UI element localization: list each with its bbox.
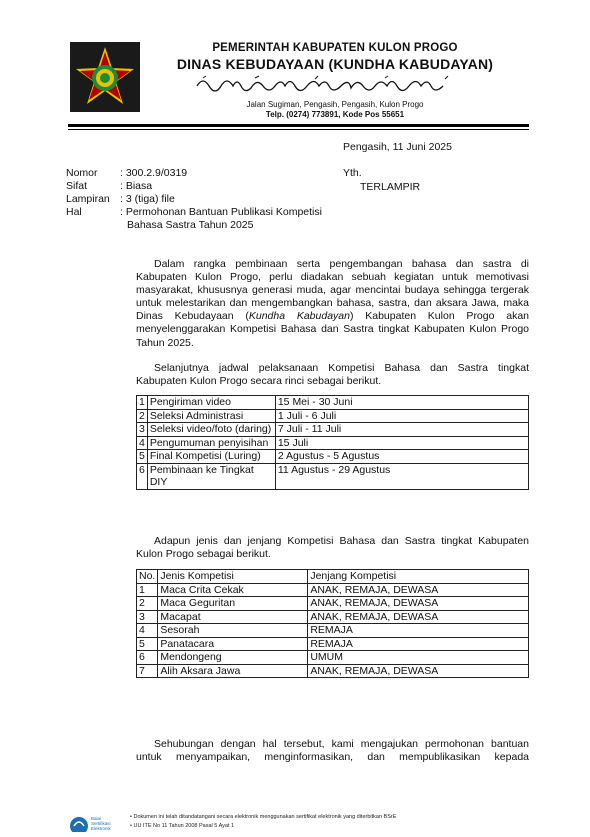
bsre-logo <box>70 810 118 832</box>
para2-line1: Selanjutnya jadwal pelaksanaan Kompetisi Bahasa dan Sastra tingkat <box>154 362 529 374</box>
competition-row <box>137 610 529 624</box>
competition-type-cell: Mendongeng <box>158 651 308 665</box>
competition-type-cell: Panatacara <box>158 637 308 651</box>
schedule-no-cell: 2 <box>137 409 148 423</box>
hal-value-cont: Bahasa Sastra Tahun 2025 <box>127 219 254 231</box>
schedule-table <box>136 395 529 490</box>
bsre-logo-text-1: Balai <box>91 816 102 821</box>
schedule-activity-cell: Seleksi Administrasi <box>147 409 275 423</box>
para1-line5-italic: Kundha Kabudayan <box>248 310 350 323</box>
para1-line7: Tahun 2025. <box>136 336 194 349</box>
schedule-activity-cell: Seleksi video/foto (daring) <box>147 423 275 437</box>
para1-line5 <box>136 310 529 323</box>
para1-line5-a: Dinas Kebudayaan ( <box>136 310 249 323</box>
para4-line1: Sehubungan dengan hal tersebut, kami mengajukan permohonan bantuan <box>154 738 529 750</box>
footer-note-1: • Dokumen ini telah ditandatangani secara elektronik menggunakan sertifikat elektronik yang diterbitkan BSrE <box>130 814 397 820</box>
schedule-activity-cell: Pembinaan ke Tingkat DIY <box>147 463 275 489</box>
schedule-activity-cell: Pengiriman video <box>147 396 275 410</box>
letterhead-department: DINAS KEBUDAYAAN (KUNDHA KABUDAYAN) <box>176 56 494 72</box>
schedule-row <box>137 463 529 489</box>
schedule-no-cell: 6 <box>137 463 148 489</box>
lampiran-value: : 3 (tiga) file <box>120 193 175 205</box>
javanese-script-image <box>195 74 475 94</box>
competition-no-cell: 7 <box>137 664 158 678</box>
para3-line2: Kulon Progo sebagai berikut. <box>136 548 271 561</box>
header-type: Jenis Kompetisi <box>158 570 308 584</box>
bsre-logo-text-2: Sertifikasi <box>91 821 111 826</box>
competition-level-cell: UMUM <box>308 651 529 665</box>
footer-note-2: • UU ITE No 11 Tahun 2008 Pasal 5 Ayat 1 <box>130 823 235 829</box>
regency-emblem-icon <box>70 42 140 112</box>
competition-no-cell: 4 <box>137 624 158 638</box>
schedule-date-cell: 15 Juli <box>275 436 528 450</box>
competition-level-cell: REMAJA <box>308 637 529 651</box>
lampiran-label: Lampiran <box>66 193 110 205</box>
header-no: No. <box>137 570 158 584</box>
para1-line2: Kabupaten Kulon Progo, perlu diadakan sebuah kegiatan untuk memotivasi <box>136 271 529 284</box>
competition-no-cell: 2 <box>137 597 158 611</box>
competition-type-cell: Alih Aksara Jawa <box>158 664 308 678</box>
sifat-value: : Biasa <box>120 180 153 192</box>
competition-level-cell: ANAK, REMAJA, DEWASA <box>308 664 529 678</box>
para1-line4: untuk melestarikan dan mengembangkan bahasa, sastra, dan aksara Jawa, maka <box>136 297 529 310</box>
schedule-date-cell: 11 Agustus - 29 Agustus <box>275 463 528 489</box>
schedule-activity-cell: Pengumuman penyisihan <box>147 436 275 450</box>
competition-level-cell: ANAK, REMAJA, DEWASA <box>308 610 529 624</box>
letterhead-address: Jalan Sugiman, Pengasih, Pengasih, Kulon Progo <box>246 100 424 109</box>
competition-type-cell: Sesorah <box>158 624 308 638</box>
paragraph-schedule-intro <box>136 362 529 388</box>
hal-value: : Permohonan Bantuan Publikasi Kompetisi <box>120 206 322 218</box>
letterhead-rule-thin <box>68 129 529 130</box>
sifat-label: Sifat <box>66 180 88 192</box>
footer-note-2-text: UU ITE No 11 Tahun 2008 Pasal 5 Ayat 1 <box>133 823 235 829</box>
competition-no-cell: 1 <box>137 583 158 597</box>
schedule-date-cell: 7 Juli - 11 Juli <box>275 423 528 437</box>
schedule-no-cell: 4 <box>137 436 148 450</box>
competition-row <box>137 583 529 597</box>
competition-no-cell: 5 <box>137 637 158 651</box>
schedule-date-cell: 2 Agustus - 5 Agustus <box>275 450 528 464</box>
recipient-terlampir: TERLAMPIR <box>360 181 421 193</box>
paragraph-request <box>136 738 529 764</box>
competition-level-cell: ANAK, REMAJA, DEWASA <box>308 597 529 611</box>
recipient-yth: Yth. <box>343 167 362 179</box>
schedule-activity-cell: Final Kompetisi (Luring) <box>147 450 275 464</box>
letterhead-rule-thick <box>68 124 529 127</box>
schedule-date-cell: 1 Juli - 6 Juli <box>275 409 528 423</box>
competition-type-cell: Maca Crita Cekak <box>158 583 308 597</box>
competition-row <box>137 597 529 611</box>
nomor-label: Nomor <box>66 167 98 179</box>
competition-row <box>137 637 529 651</box>
schedule-no-cell: 5 <box>137 450 148 464</box>
letterhead-government: PEMERINTAH KABUPATEN KULON PROGO <box>212 42 458 54</box>
competition-no-cell: 6 <box>137 651 158 665</box>
competition-table <box>136 569 529 678</box>
hal-label: Hal <box>66 206 82 218</box>
schedule-row <box>137 396 529 410</box>
competition-header-row <box>137 570 529 584</box>
schedule-row <box>137 450 529 464</box>
para2-line2: Kabupaten Kulon Progo secara rinci sebagai berikut. <box>136 375 382 388</box>
bsre-logo-text-3: Elektronik <box>91 826 111 831</box>
competition-row <box>137 664 529 678</box>
para1-line5-b: ) Kabupaten Kulon Progo akan <box>349 310 529 323</box>
competition-level-cell: ANAK, REMAJA, DEWASA <box>308 583 529 597</box>
schedule-row <box>137 423 529 437</box>
nomor-value: : 300.2.9/0319 <box>120 167 188 179</box>
competition-row <box>137 651 529 665</box>
schedule-row <box>137 409 529 423</box>
letter-date: Pengasih, 11 Juni 2025 <box>343 141 452 153</box>
schedule-row <box>137 436 529 450</box>
paragraph-intro <box>136 258 529 350</box>
paragraph-competition-intro <box>136 535 529 561</box>
schedule-no-cell: 3 <box>137 423 148 437</box>
para1-line1: Dalam rangka pembinaan serta pengembangan bahasa dan sastra di <box>154 258 529 270</box>
header-level: Jenjang Kompetisi <box>308 570 529 584</box>
schedule-no-cell: 1 <box>137 396 148 410</box>
para3-line1: Adapun jenis dan jenjang Kompetisi Bahasa dan Sastra tingkat Kabupaten <box>154 535 529 547</box>
competition-row <box>137 624 529 638</box>
para4-line2: untuk menyampaikan, menginformasikan, dan mempublikasikan kepada <box>136 751 529 764</box>
competition-type-cell: Macapat <box>158 610 308 624</box>
competition-no-cell: 3 <box>137 610 158 624</box>
letterhead-telp: Telp. (0274) 773891, Kode Pos 55651 <box>265 110 405 119</box>
schedule-date-cell: 15 Mei - 30 Juni <box>275 396 528 410</box>
para1-line6: menyelenggarakan Kompetisi Bahasa dan Sastra tingkat Kabupaten Kulon Progo <box>136 323 529 336</box>
footer-note-1-text: Dokumen ini telah ditandatangani secara elektronik menggunakan sertifikat elektronik yang diterbitkan BSrE <box>133 814 397 820</box>
competition-level-cell: REMAJA <box>308 624 529 638</box>
competition-type-cell: Maca Geguritan <box>158 597 308 611</box>
para1-line3: masyarakat, khususnya generasi muda, agar mencintai budaya sehingga tergerak <box>136 284 529 297</box>
